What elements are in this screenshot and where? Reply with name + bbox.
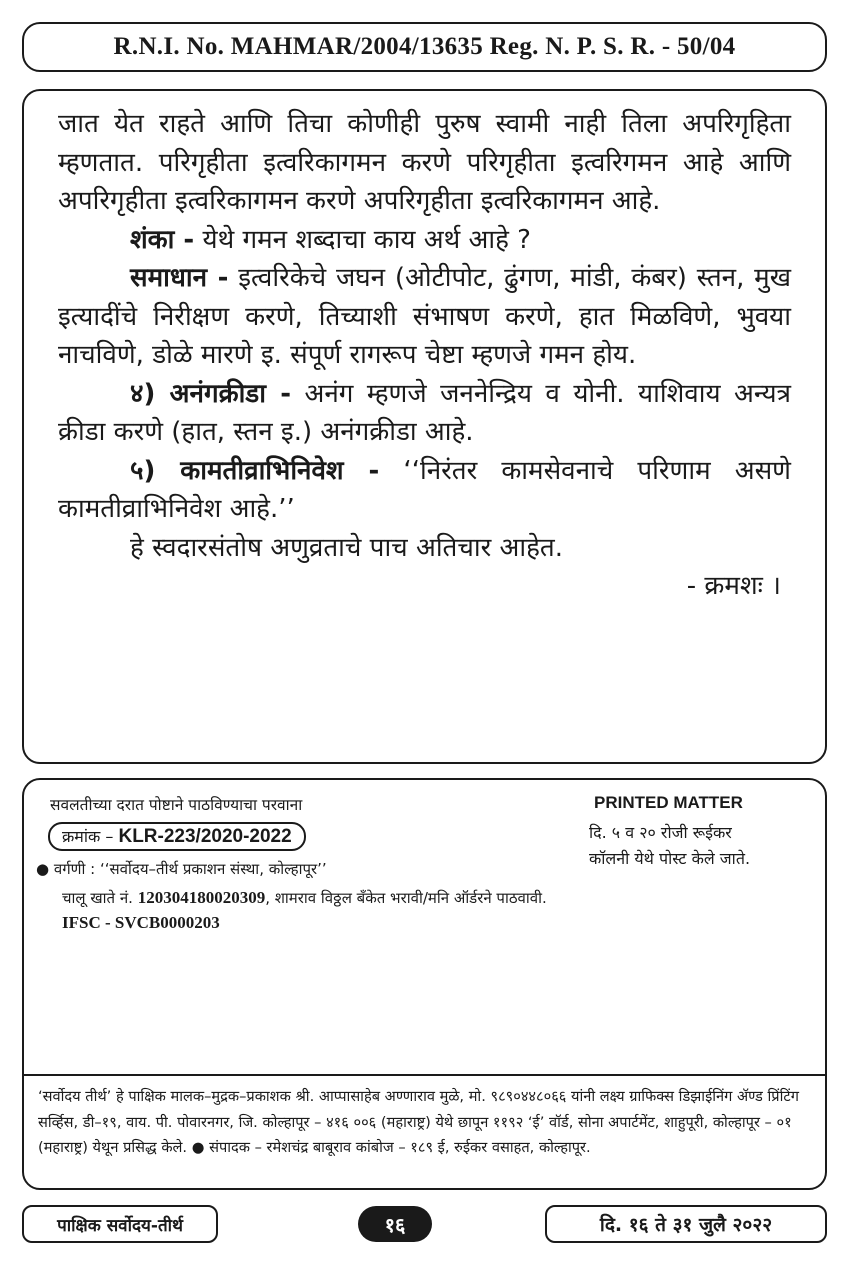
imprint-text: ‘सर्वोदय तीर्थ’ हे पाक्षिक मालक–मुद्रक–प्रकाशक श्री. आप्पासाहेब अण्णाराव मुळे, मो. ९८९०४४८०६६ यांनी लक्ष्य ग्राफिक्स डिझाईनिंग ॲण्ड प्रिंटिंग सर्व्हिस, डी–१९, वाय. पी. पोवारनगर, जि. कोल्हापूर – ४१६ ००६ (महाराष्ट्र) येथे छापून ११९२ ‘ई’ वॉर्ड, सोना अपार्टमेंट, शाहुपूरी, कोल्हापूर – ०१ (महाराष्ट्र) येथून प्रसिद्ध केले. ● संपादक – रमेशचंद्र बाबूराव कांबोज – १८९ ई, रुईकर वसाहत, कोल्हापूर.	[38, 1088, 799, 1156]
paragraph-kamtivra	[58, 452, 791, 529]
publication-name-text: पाक्षिक सर्वोदय-तीर्थ	[57, 1215, 183, 1236]
paragraph-1: जात येत राहते आणि तिचा कोणीही पुरुष स्वामी नाही तिला अपरिगृहिता म्हणतात. परिगृहीता इत्वरिकागमन करणे परिगृहीता इत्वरिगमन आहे आणि अपरिगृहीता इत्वरिकागमन करणे अपरिगृहीता इत्वरिकागमन आहे.	[58, 109, 791, 216]
section-divider	[24, 1074, 825, 1076]
subscription-info: ● वर्गणी : ‘‘सर्वोदय–तीर्थ प्रकाशन संस्था, कोल्हापूर’’	[36, 860, 327, 878]
publication-name	[22, 1205, 218, 1243]
posting-info-line-2: कॉलनी येथे पोस्ट केले जाते.	[589, 849, 751, 868]
paragraph-samadhan	[58, 259, 791, 375]
article-body	[22, 89, 827, 764]
page-number: १६	[384, 1212, 406, 1237]
kamtivra-label: ५) कामतीव्राभिनिवेश -	[130, 455, 380, 486]
permit-number-label: क्रमांक –	[62, 827, 114, 846]
paragraph-shanka	[58, 221, 791, 260]
account-prefix: चालू खाते नं.	[62, 889, 138, 907]
posting-info-line-1: दि. ५ व २० रोजी रूईकर	[589, 823, 732, 842]
samadhan-text: इत्वरिकेचे जघन (ओटीपोट, ढुंगण, मांडी, कंबर) स्तन, मुख इत्यादींचे निरीक्षण करणे, तिच्याशी संभाषण करणे, हात मिळविणे, भुवया नाचविणे, डोळे मारणे इ. संपूर्ण रागरूप चेष्टा म्हणजे गमन होय.	[58, 263, 791, 370]
permit-number-badge	[48, 822, 306, 851]
paragraph-summary: हे स्वदारसंतोष अणुव्रताचे पाच अतिचार आहेत.	[130, 532, 563, 563]
registration-header	[22, 22, 827, 72]
account-number: 120304180020309	[137, 888, 266, 907]
anangkrida-label: ४) अनंगक्रीडा -	[130, 378, 291, 409]
posting-info	[589, 820, 750, 872]
account-suffix: , शामराव विठ्ठल बँकेत भरावी/मनि ऑर्डरने पाठवावी.	[265, 889, 547, 907]
samadhan-label: समाधान -	[130, 263, 229, 293]
shanka-text: येथे गमन शब्दाचा काय अर्थ आहे ?	[194, 224, 531, 255]
postal-permit-text: सवलतीच्या दरात पोष्टाने पाठविण्याचा परवाना	[50, 796, 303, 814]
anangkrida-text: अनंग म्हणजे जननेन्द्रिय व योनी. याशिवाय अन्यत्र क्रीडा करणे (हात, स्तन इ.) अनंगक्रीडा आहे.	[58, 378, 791, 447]
postal-info-box	[22, 778, 827, 1190]
ifsc-code: IFSC - SVCB0000203	[62, 913, 220, 932]
registration-text: R.N.I. No. MAHMAR/2004/13635 Reg. N. P. S. R. - 50/04	[113, 33, 736, 60]
issue-date	[545, 1205, 827, 1243]
account-info	[62, 888, 547, 908]
printed-matter-label: PRINTED MATTER	[594, 793, 743, 812]
permit-number: KLR-223/2020-2022	[118, 826, 292, 847]
issue-date-text: दि. १६ ते ३१ जुलै २०२२	[599, 1214, 773, 1236]
continued-note: - क्रमशः ।	[686, 571, 781, 601]
shanka-label: शंका -	[130, 224, 195, 255]
paragraph-anangkrida	[58, 375, 791, 452]
kamtivra-text: ‘‘निरंतर कामसेवनाचे परिणाम असणे कामतीव्राभिनिवेश आहे.’’	[58, 455, 791, 524]
page-number-badge	[358, 1206, 432, 1242]
